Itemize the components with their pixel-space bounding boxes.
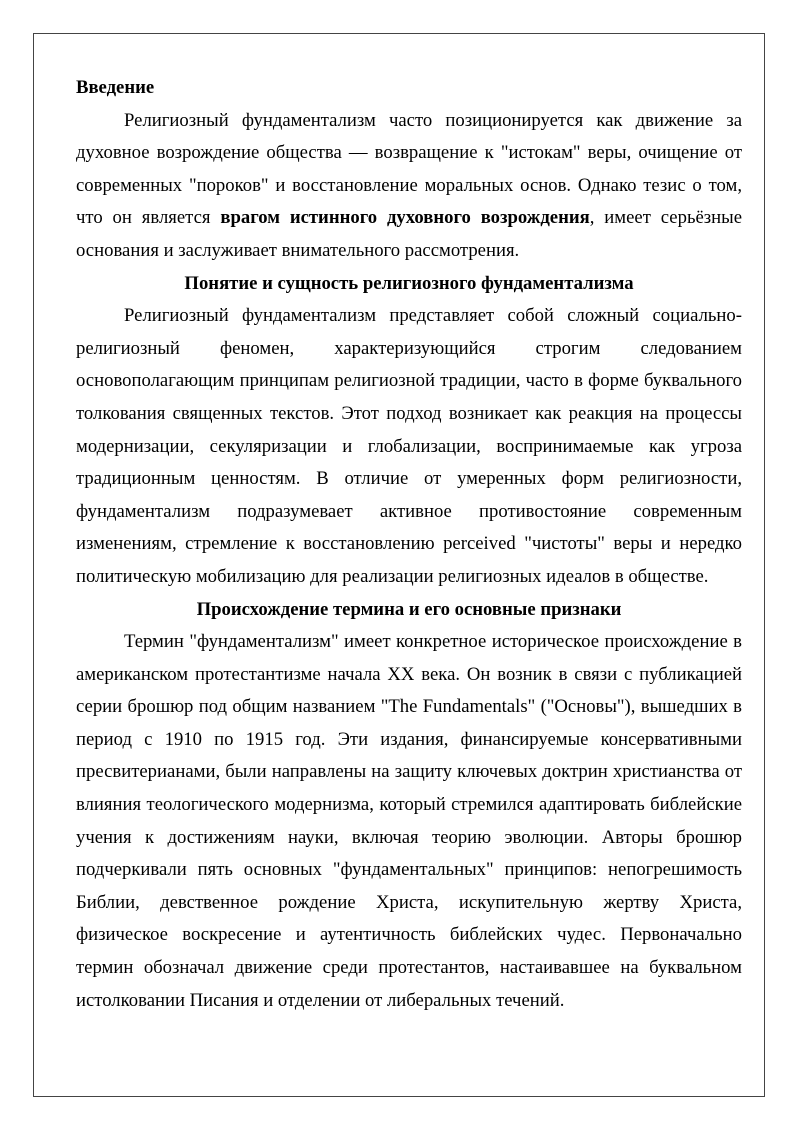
paragraph-origin: Термин "фундаментализм" имеет конкретное историческое происхождение в американском протестантизме начала XX века. Он возник в связи с публикацией серии брошюр под общим названием "The Fundamentals" ("Основы"), вышедших в период с 1910 по 1915 год. Эти издания, финансируемые консервативными пресвитерианами, были направлены на защиту ключевых доктрин христианства от влияния теологического модернизма, который стремился адаптировать библейские учения к достижениям науки, включая теорию эволюции. Авторы брошюр подчеркивали пять основных "фундаментальных" принципов: непогрешимость Библии, девственное рождение Христа, искупительную жертву Христа, физическое воскресение и аутентичность библейских чудес. Первоначально термин обозначал движение среди протестантов, настаивавшее на буквальном истолковании Писания и отделении от либеральных течений. [76,631,742,1011]
paragraph-introduction [76,105,742,268]
section-heading-introduction: Введение [76,77,155,98]
paragraph-introduction-text-start: Религиозный фундаментализм часто позиционируется как движение за духовное возрождение общества — возвращение к "истокам" веры, очищение от современных "пороков" и восстановление моральных основ. Однако тезис о том, что он является [76,109,742,229]
paragraph-concept: Религиозный фундаментализм представляет собой сложный социально-религиозный феномен, характеризующийся строгим следованием основополагающим принципам религиозной традиции, часто в форме буквального толкования священных текстов. Этот подход возникает как реакция на процессы модернизации, секуляризации и глобализации, воспринимаемые как угроза традиционным ценностям. В отличие от умеренных форм религиозности, фундаментализм подразумевает активное противостояние современным изменениям, стремление к восстановлению perceived "чистоты" веры и нередко политическую мобилизацию для реализации религиозных идеалов в обществе. [76,305,742,587]
paragraph-introduction-bold-phrase: врагом истинного духовного возрождения [220,207,590,229]
section-heading-concept: Понятие и сущность религиозного фундаментализма [184,272,634,294]
section-heading-origin: Происхождение термина и его основные признаки [196,598,622,620]
paragraph-introduction-text-end: , имеет серьёзные основания и заслуживает внимательного рассмотрения. [76,207,742,261]
document-body [76,72,742,1017]
